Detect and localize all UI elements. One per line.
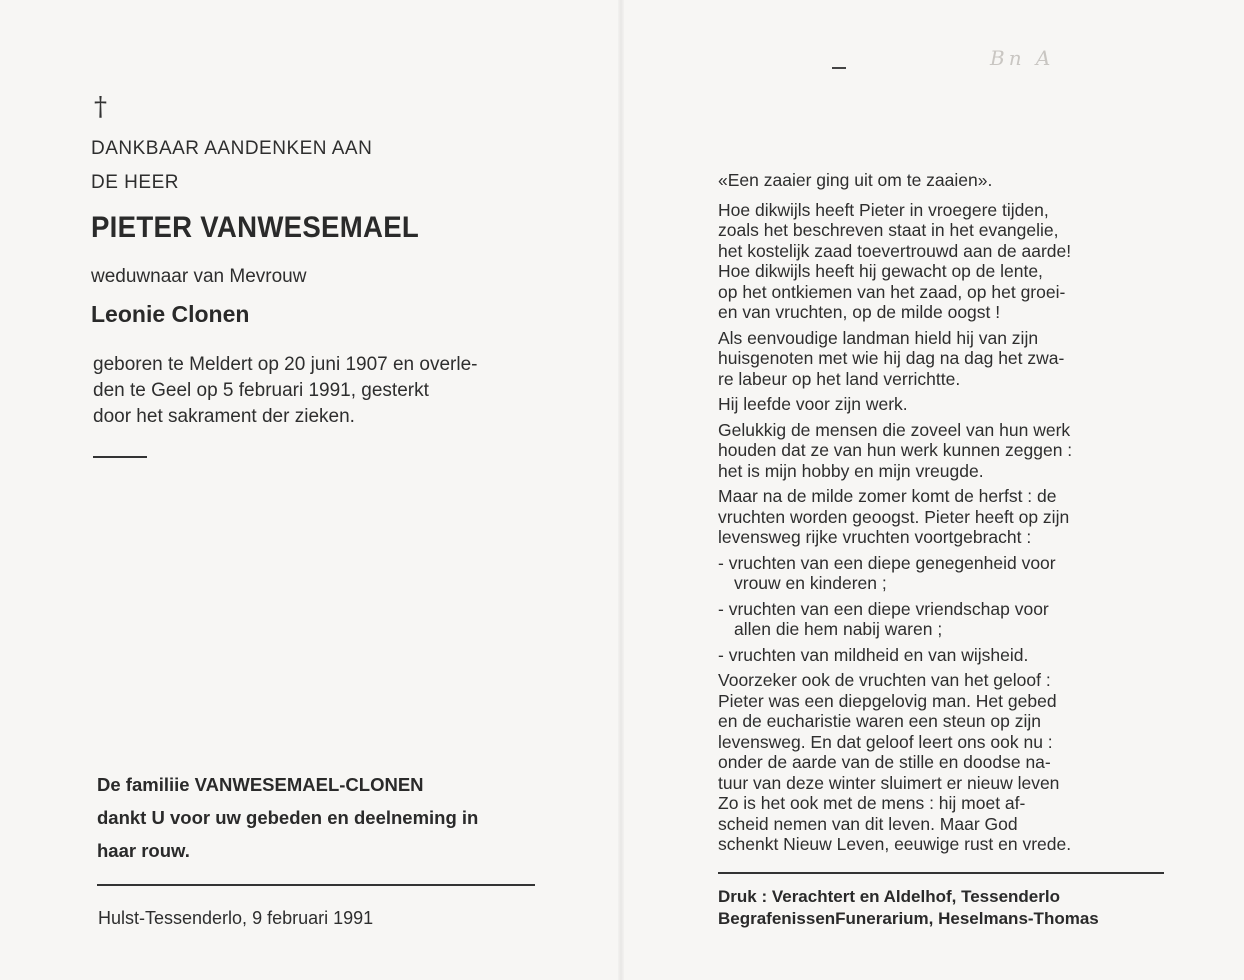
text-line: zoals het beschreven staat in het evangelie, (718, 220, 1059, 240)
text-line: Voorzeker ook de vruchten van het geloof : (718, 670, 1051, 690)
text-line: schenkt Nieuw Leven, eeuwige rust en vrede. (718, 834, 1072, 854)
funeral-home-line: BegrafenissenFunerarium, Heselmans-Thomas (718, 909, 1099, 928)
text-line: op het ontkiemen van het zaad, op het groei- (718, 281, 1066, 302)
bullet-1 (718, 553, 1163, 594)
heading-title: DE HEER (91, 172, 179, 193)
text-line: onder de aarde van de stille en doodse na- (718, 752, 1051, 772)
text-line: Maar na de milde zomer komt de herfst : de (718, 486, 1057, 506)
text-line: en de eucharistie waren een steun op zijn (718, 711, 1041, 731)
paragraph-3 (718, 394, 1163, 415)
bullet-3 (718, 645, 1163, 666)
paragraph-5 (718, 486, 1163, 548)
quote (718, 170, 1163, 191)
pencil-mark: Bn A (990, 46, 1055, 70)
thanks-line: haar rouw. (97, 840, 190, 861)
text-line: re labeur op het land verrichtte. (718, 368, 961, 389)
text-line: Als eenvoudige landman hield hij van zijn (718, 327, 1039, 348)
text-line: het is mijn hobby en mijn vreugde. (718, 460, 984, 481)
text-line: Hoe dikwijls heeft hij gewacht op de lente, (718, 261, 1043, 281)
heading-remembrance: DANKBAAR AANDENKEN AAN (91, 138, 373, 159)
family-thanks (97, 768, 547, 867)
text-line: vrouw en kinderen ; (734, 573, 887, 593)
thanks-line: De familiie VANWESEMAEL-CLONEN (97, 774, 424, 795)
right-divider (718, 872, 1164, 874)
text-line: het kostelijk zaad toevertrouwd aan de aarde! (718, 240, 1072, 261)
paragraph-6 (718, 670, 1163, 855)
deceased-name: PIETER VANWESEMAEL (91, 211, 420, 244)
bio-line: geboren te Meldert op 20 juni 1907 en overle- (93, 354, 478, 375)
text-line: allen die hem nabij waren ; (734, 619, 943, 639)
text-line: levensweg rijke vruchten voortgebracht : (718, 527, 1032, 547)
top-dash (832, 67, 846, 69)
text-line: vruchten worden geoogst. Pieter heeft op zijn (718, 506, 1070, 527)
text-line: tuur van deze winter sluimert er nieuw leven (718, 772, 1060, 793)
text-line: en van vruchten, op de milde oogst ! (718, 302, 1001, 322)
text-line: Pieter was een diepgelovig man. Het gebed (718, 690, 1057, 711)
text-line: houden dat ze van hun werk kunnen zeggen : (718, 440, 1073, 460)
paragraph-4 (718, 420, 1163, 482)
left-divider (97, 884, 535, 886)
text-line: - vruchten van een diepe vriendschap voor (718, 598, 1049, 619)
printer-credit (718, 886, 1168, 930)
spouse-name: Leonie Clonen (91, 301, 250, 327)
paragraph-1 (718, 200, 1163, 323)
short-divider (93, 456, 147, 458)
bio-line: door het sakrament der zieken. (93, 406, 355, 427)
biography (93, 352, 543, 430)
text-line: scheid nemen van dit leven. Maar God (718, 813, 1018, 834)
place-date: Hulst-Tessenderlo, 9 februari 1991 (98, 908, 374, 928)
text-line: - vruchten van een diepe genegenheid voor (718, 552, 1056, 573)
text-line: Hoe dikwijls heeft Pieter in vroegere tijden, (718, 199, 1049, 220)
widower-of: weduwnaar van Mevrouw (91, 266, 307, 287)
text-line: Zo is het ook met de mens : hij moet af- (718, 793, 1026, 813)
text-line: Gelukkig de mensen die zoveel van hun werk (718, 419, 1071, 440)
cross-icon: † (94, 92, 107, 122)
text-line: levensweg. En dat geloof leert ons ook nu : (718, 731, 1053, 752)
text-line: Hij leefde voor zijn werk. (718, 394, 908, 414)
printer-line: Druk : Verachtert en Aldelhof, Tessenderlo (718, 887, 1060, 906)
card-fold (618, 0, 624, 980)
text-line: «Een zaaier ging uit om te zaaien». (718, 170, 993, 190)
memorial-text (718, 170, 1163, 860)
thanks-line: dankt U voor uw gebeden en deelneming in (97, 807, 479, 828)
text-line: huisgenoten met wie hij dag na dag het zwa- (718, 348, 1065, 368)
paragraph-2 (718, 328, 1163, 390)
bio-line: den te Geel op 5 februari 1991, gesterkt (93, 380, 429, 401)
bullet-2 (718, 599, 1163, 640)
text-line: - vruchten van mildheid en van wijsheid. (718, 644, 1029, 665)
